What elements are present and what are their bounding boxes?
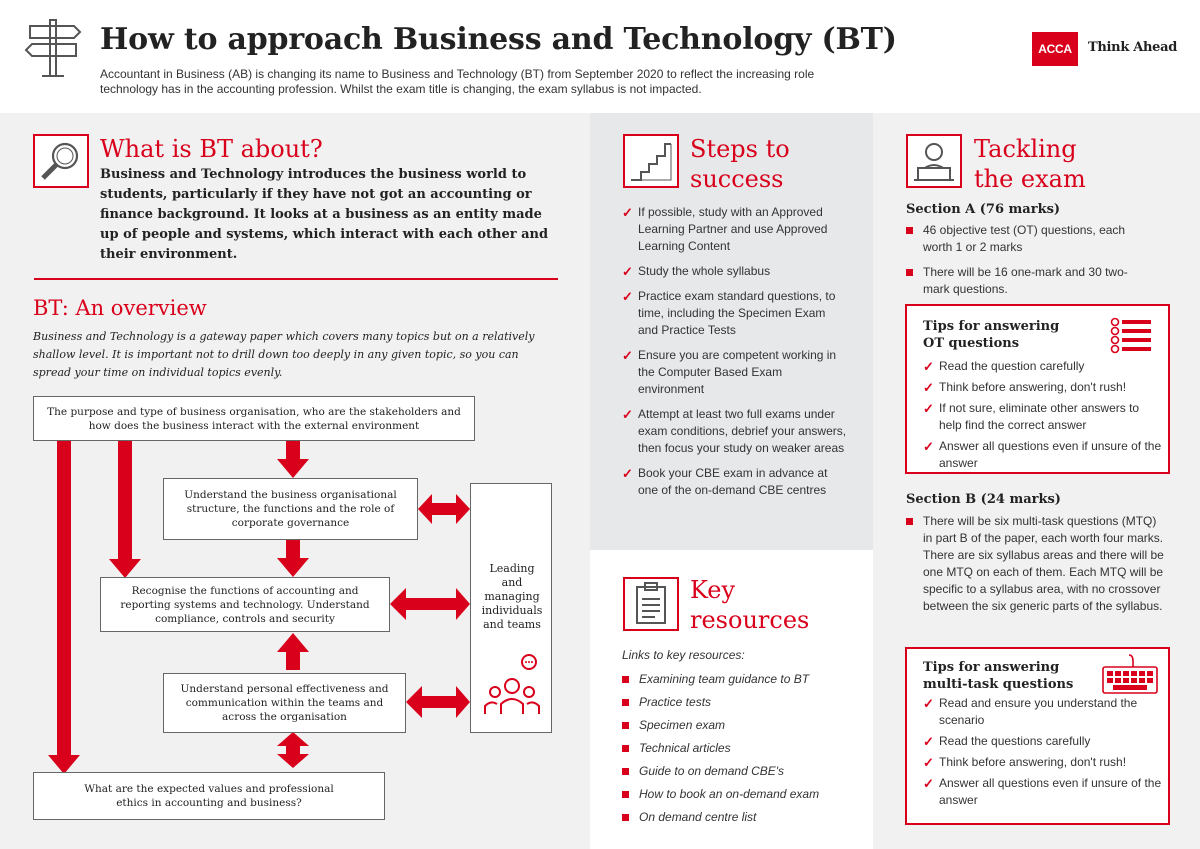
flow-box-personal [163, 673, 406, 733]
section-a-heading: Section A (76 marks) [906, 202, 1061, 217]
checklist-icon [1109, 316, 1153, 354]
tips-mtq-list [923, 695, 1163, 809]
resources-title [690, 575, 809, 635]
list-item [923, 733, 1163, 750]
check-icon: ✓ [923, 380, 934, 395]
steps-item-text: Book your CBE exam in advance at one of the on-demand CBE centres [638, 466, 828, 497]
student-laptop-icon [908, 136, 960, 186]
tips-mtq-title-line1: Tips for answering [923, 660, 1060, 675]
overview-title: BT: An overview [33, 296, 207, 320]
section-b-list [906, 513, 1166, 615]
tips-ot-title-line2: OT questions [923, 336, 1020, 351]
list-item [923, 379, 1163, 396]
flow-box-personal-text: Understand personal effectiveness and communication within the teams and across the organisation [180, 683, 389, 723]
steps-title [690, 134, 790, 194]
steps-item-text: If possible, study with an Approved Learning Partner and use Approved Learning Content [638, 205, 828, 253]
list-item [906, 264, 1146, 298]
resource-link[interactable] [622, 809, 862, 826]
list-item [923, 695, 1163, 729]
check-icon: ✓ [923, 439, 934, 454]
section-a-item-text: There will be 16 one-mark and 30 two-mark questions. [923, 265, 1128, 296]
flow-box-structure-text: Understand the business organisational structure, the functions and the role of corporate governance [184, 489, 397, 529]
list-item [622, 347, 848, 398]
tips-mtq-box [905, 647, 1170, 825]
tips-mtq-item-text: Think before answering, don't rush! [939, 755, 1127, 769]
tips-mtq-title [923, 659, 1073, 693]
list-item [622, 288, 848, 339]
resource-link-text[interactable]: Examining team guidance to BT [639, 672, 810, 686]
keyboard-icon [1099, 653, 1161, 695]
resources-intro: Links to key resources: [622, 648, 745, 662]
flow-box-ethics [33, 772, 385, 820]
resource-link-text[interactable]: Specimen exam [639, 718, 726, 732]
check-icon: ✓ [923, 696, 934, 711]
stairs-icon-box [623, 134, 679, 188]
resource-link-text[interactable]: How to book an on-demand exam [639, 787, 820, 801]
resource-link-text[interactable]: Technical articles [639, 741, 731, 755]
tips-ot-title [923, 318, 1059, 352]
tips-ot-title-line1: Tips for answering [923, 319, 1060, 334]
steps-title-line1: Steps to [690, 135, 790, 163]
tips-mtq-item-text: Answer all questions even if unsure of the answer [939, 776, 1162, 807]
resource-link[interactable] [622, 740, 862, 757]
list-item [923, 775, 1163, 809]
check-icon: ✓ [923, 755, 934, 770]
tips-ot-list [923, 358, 1163, 472]
tips-mtq-item-text: Read and ensure you understand the scenario [939, 696, 1138, 727]
check-icon: ✓ [622, 348, 633, 363]
stairs-icon [625, 136, 677, 186]
steps-item-text: Practice exam standard questions, to time, including the Specimen Exam and Practice Tests [638, 289, 836, 337]
check-icon: ✓ [622, 205, 633, 220]
flow-box-purpose-text: The purpose and type of business organisation, who are the stakeholders and how does the business interact with the external environment [47, 405, 461, 432]
check-icon: ✓ [923, 776, 934, 791]
steps-list [622, 204, 848, 499]
list-item [906, 513, 1166, 615]
tips-mtq-item-text: Read the questions carefully [939, 734, 1091, 748]
list-item [923, 358, 1163, 375]
tackling-title-line2: the exam [974, 165, 1086, 193]
list-item [622, 406, 848, 457]
list-item [622, 263, 848, 280]
check-icon: ✓ [622, 407, 633, 422]
about-title: What is BT about? [100, 135, 323, 163]
tips-mtq-title-line2: multi-task questions [923, 677, 1074, 692]
acca-logo: ACCA [1032, 32, 1078, 66]
section-a-item-text: 46 objective test (OT) questions, each worth 1 or 2 marks [923, 223, 1126, 254]
resource-link-text[interactable]: On demand centre list [639, 810, 757, 824]
check-icon: ✓ [622, 289, 633, 304]
steps-item-text: Study the whole syllabus [638, 264, 771, 278]
resource-link[interactable] [622, 694, 862, 711]
list-item [923, 438, 1163, 472]
check-icon: ✓ [923, 401, 934, 416]
clipboard-icon [625, 579, 677, 629]
tips-ot-item-text: If not sure, eliminate other answers to help find the correct answer [939, 401, 1140, 432]
flow-box-functions [100, 577, 390, 632]
flow-box-functions-text: Recognise the functions of accounting and reporting systems and technology. Understand compliance, controls and security [120, 584, 370, 625]
check-icon: ✓ [622, 264, 633, 279]
tackling-title [974, 134, 1086, 194]
resource-link[interactable] [622, 671, 862, 688]
check-icon: ✓ [923, 734, 934, 749]
clipboard-icon-box [623, 577, 679, 631]
resource-link-text[interactable]: Practice tests [639, 695, 712, 709]
list-item [923, 400, 1163, 434]
tips-ot-item-text: Read the question carefully [939, 359, 1085, 373]
flow-box-ethics-text: What are the expected values and professional ethics in accounting and business? [84, 783, 334, 809]
resource-link[interactable] [622, 717, 862, 734]
flow-box-purpose [33, 396, 475, 441]
overview-text: Business and Technology is a gateway paper which covers many topics but on a relatively shallow level. It is important not to drill down too deeply in any given topic, so you can spread your time on individual topics evenly. [33, 330, 535, 379]
tackling-title-line1: Tackling [974, 135, 1077, 163]
list-item [622, 204, 848, 255]
student-laptop-icon-box [906, 134, 962, 188]
intro-text: Accountant in Business (AB) is changing its name to Business and Technology (BT) from September 2020 to reflect the increasing role technology has in the accounting profession. Whilst the exam title is changing, the exam syllabus is not impacted. [100, 67, 815, 96]
steps-item-text: Attempt at least two full exams under exam conditions, debrief your answers, then focus your study on weaker areas [638, 407, 847, 455]
check-icon: ✓ [923, 359, 934, 374]
section-a-list [906, 222, 1146, 298]
about-description: Business and Technology introduces the business world to students, particularly if they have not got an accounting or finance background. It looks at a business as an entity made up of people and systems, which interact with each other and their environment. [100, 167, 549, 262]
resources-title-line2: resources [690, 606, 810, 634]
list-item [906, 222, 1146, 256]
section-b-heading: Section B (24 marks) [906, 492, 1061, 507]
resource-link-text[interactable]: Guide to on demand CBE's [639, 764, 785, 778]
check-icon: ✓ [622, 466, 633, 481]
tips-ot-box [905, 304, 1170, 474]
flow-box-structure [163, 478, 418, 540]
flow-box-leading-text: Leading and managing individuals and teams [481, 562, 543, 631]
resources-list [622, 671, 862, 826]
page-title: How to approach Business and Technology (BT) [100, 22, 897, 57]
tips-ot-item-text: Think before answering, don't rush! [939, 380, 1127, 394]
resource-link[interactable] [622, 763, 862, 780]
tagline: Think Ahead [1088, 40, 1178, 55]
resources-title-line1: Key [690, 576, 736, 604]
tips-ot-item-text: Answer all questions even if unsure of the answer [939, 439, 1162, 470]
list-item [923, 754, 1163, 771]
steps-title-line2: success [690, 165, 784, 193]
section-b-item-text: There will be six multi-task questions (MTQ) in part B of the paper, each worth four marks. There are six syllabus areas and there will be one MTQ on each of them. Each MTQ will be specific to a syllabus area, with no crossover between the six generic parts of the syllabus. [923, 514, 1164, 613]
flow-box-leading [470, 483, 552, 733]
list-item [622, 465, 848, 499]
steps-item-text: Ensure you are competent working in the Computer Based Exam environment [638, 348, 837, 396]
team-icon [483, 652, 541, 718]
resource-link[interactable] [622, 786, 862, 803]
